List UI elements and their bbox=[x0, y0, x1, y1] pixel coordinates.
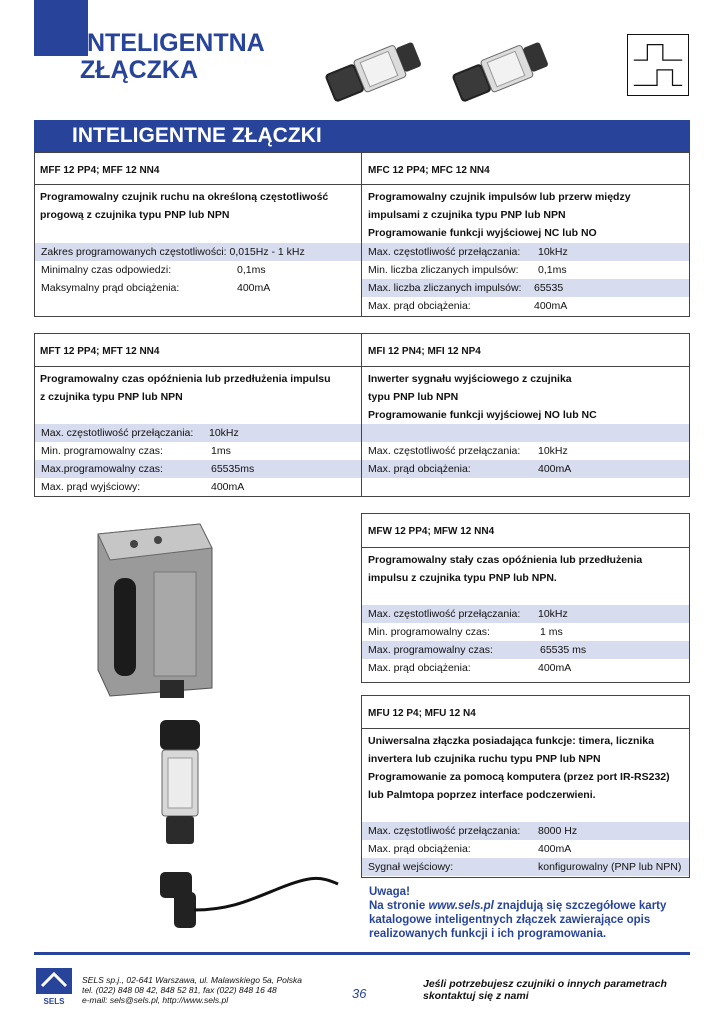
header-divider bbox=[34, 184, 690, 185]
header-divider bbox=[34, 366, 690, 367]
spec-row: Max. prąd obciążenia: 400mA bbox=[368, 662, 572, 674]
spec-row: Max. częstotliwość przełączania: 10kHz bbox=[368, 445, 568, 457]
product-description-mfw: Programowalny stały czas opóźnienia lub przedłużenia impulsu z czujnika typu PNP lub NPN. bbox=[368, 554, 643, 584]
spec-row: Max. prąd obciążenia: 400mA bbox=[368, 300, 568, 312]
spec-row: Sygnał wejściowy: konfigurowalny (PNP lub NPN) bbox=[362, 858, 689, 876]
product-heading-mfc: MFC 12 PP4; MFC 12 NN4 bbox=[368, 165, 490, 176]
svg-text:SELS: SELS bbox=[43, 997, 65, 1006]
product-heading-mfu: MFU 12 P4; MFU 12 N4 bbox=[368, 708, 476, 719]
footer-divider bbox=[34, 952, 690, 955]
spec-row: Min. programowalny czas: 1 ms bbox=[368, 626, 563, 638]
product-heading-mfi: MFI 12 PN4; MFI 12 NP4 bbox=[368, 346, 481, 357]
connector-photo-1 bbox=[318, 30, 430, 110]
website-link[interactable]: www.sels.pl bbox=[428, 900, 494, 912]
note-block bbox=[369, 885, 699, 941]
note-text: Na stronie www.sels.pl znajdują się szczegółowe karty katalogowe inteligentnych złączek zawierające opis realizowanych funkcji i ich programowania. bbox=[369, 900, 667, 940]
spec-row: Max. częstotliwość przełączania: 10kHz bbox=[362, 605, 689, 623]
title-line-1: INTELIGENTNA bbox=[80, 29, 265, 57]
connector-photo-2 bbox=[445, 30, 557, 110]
header-divider bbox=[361, 547, 690, 548]
smart-connector-photo bbox=[150, 718, 210, 848]
pulse-signal-icon bbox=[627, 34, 689, 96]
sels-logo-icon bbox=[34, 966, 74, 1006]
spec-row: Max. częstotliwość przełączania: 8000 Hz bbox=[362, 822, 689, 840]
note-title: Uwaga! bbox=[369, 886, 410, 898]
spec-row-empty bbox=[362, 424, 689, 442]
spec-row: Max. częstotliwość przełączania: 10kHz bbox=[35, 424, 361, 442]
product-heading-mft: MFT 12 PP4; MFT 12 NN4 bbox=[40, 346, 160, 357]
product-heading-mfw: MFW 12 PP4; MFW 12 NN4 bbox=[368, 526, 495, 537]
spec-row: Minimalny czas odpowiedzi: 0,1ms bbox=[41, 264, 266, 276]
spec-row: Min. liczba zliczanych impulsów: 0,1ms bbox=[368, 264, 567, 276]
cable-connector-photo bbox=[150, 866, 340, 938]
page-title bbox=[80, 30, 265, 84]
spec-row: Max. prąd obciążenia: 400mA bbox=[368, 843, 572, 855]
title-line-2: ZŁĄCZKA bbox=[80, 56, 199, 84]
spec-row: Max. prąd wyjściowy: 400mA bbox=[41, 481, 245, 493]
spec-row: Maksymalny prąd obciążenia: 400mA bbox=[41, 282, 271, 294]
product-description-mfu: Uniwersalna złączka posiadająca funkcje: timera, licznika invertera lub czujnika ruchu typu PNP lub NPN Programowanie za pomocą komputera (przez port IR-RS232) lub Palmtopa poprzez interface podczerwieni. bbox=[368, 735, 670, 801]
contact-note: Jeśli potrzebujesz czujniki o innych parametrach skontaktuj się z nami bbox=[423, 978, 667, 1002]
spec-row: Zakres programowanych częstotliwości: 0,015Hz - 1 kHz bbox=[35, 243, 361, 261]
spec-row: Max. prąd obciążenia: 400mA bbox=[362, 460, 689, 478]
company-address: SELS sp.j., 02-641 Warszawa, ul. Malawskiego 5a, Polska tel. (022) 848 08 42, 848 52 81, fax (022) 848 16 48 e-mail: sels@sels.pl, http://www.sels.pl bbox=[82, 975, 303, 1005]
product-heading-mff: MFF 12 PP4; MFF 12 NN4 bbox=[40, 165, 160, 176]
spec-row: Max. częstotliwość przełączania: 10kHz bbox=[362, 243, 689, 261]
product-description-mft: Programowalny czas opóźnienia lub przedłużenia impulsu z czujnika typu PNP lub NPN bbox=[40, 373, 331, 403]
sensor-housing-photo bbox=[88, 520, 228, 700]
spec-row: Max. programowalny czas: 65535 ms bbox=[362, 641, 689, 659]
page-number: 36 bbox=[352, 986, 367, 1001]
product-description-mfi: Inwerter sygnału wyjściowego z czujnika typu PNP lub NPN Programowanie funkcji wyjściowej NO lub NC bbox=[368, 373, 597, 421]
spec-row: Max. liczba zliczanych impulsów: 65535 bbox=[362, 279, 689, 297]
product-description-mfc: Programowalny czujnik impulsów lub przerw między impulsami z czujnika typu PNP lub NPN Programowanie funkcji wyjściowej NC lub NO bbox=[368, 191, 631, 239]
product-description-mff: Programowalny czujnik ruchu na określoną częstotliwość progową z czujnika typu PNP lub NPN bbox=[40, 191, 329, 221]
spec-row: Min. programowalny czas: 1ms bbox=[41, 445, 231, 457]
spec-row: Max.programowalny czas: 65535ms bbox=[35, 460, 361, 478]
section-title-bar: INTELIGENTNE ZŁĄCZKI bbox=[34, 120, 690, 152]
header-divider bbox=[361, 728, 690, 729]
